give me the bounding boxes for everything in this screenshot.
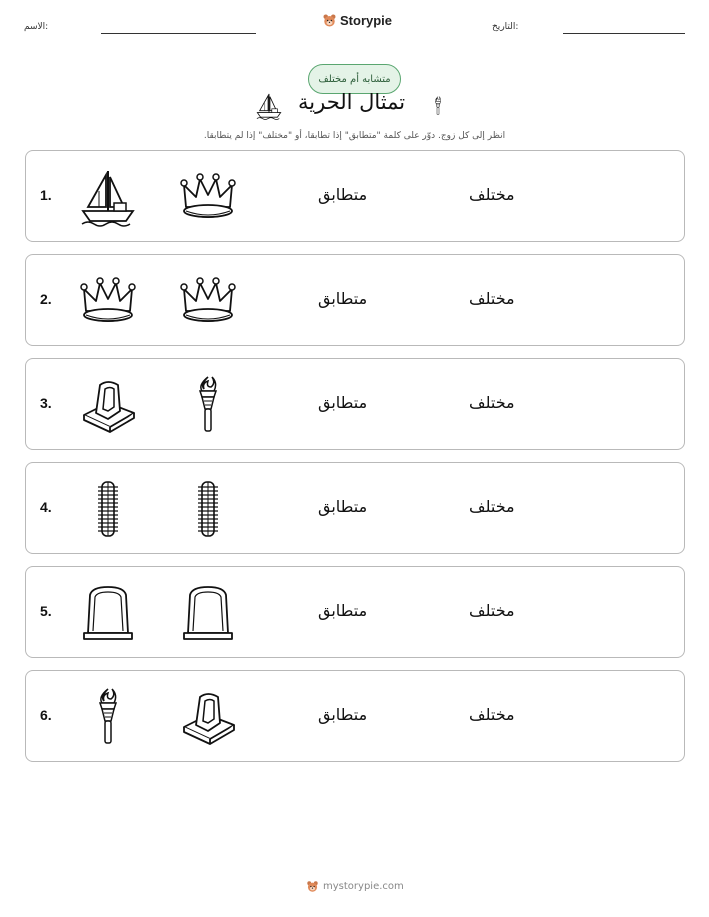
sailboat-icon [78,167,138,227]
footer [306,880,404,893]
crown-icon [78,271,138,331]
spiral-staircase-icon [178,479,238,539]
bear-logo-icon [306,880,319,893]
date-line [563,33,685,34]
stone-tablet-icon [178,583,238,643]
torch-icon [428,90,448,122]
option-different[interactable]: مختلف [469,185,515,204]
question-card-2 [25,254,685,346]
title-row [0,90,709,122]
instructions: انظر إلى كل زوج. دوّر على كلمة "متطابق" إذا تطابقا، أو "مختلف" إذا لم يتطابقا. [203,131,506,141]
footer-url[interactable]: mystorypie.com [323,881,404,892]
date-label: التاريخ: [492,22,519,32]
question-number: 6. [40,707,52,723]
question-number: 3. [40,395,52,411]
question-card-4 [25,462,685,554]
crown-icon [178,271,238,331]
question-card-1 [25,150,685,242]
torch-icon [178,375,238,435]
option-same[interactable]: متطابق [318,393,368,412]
question-number: 5. [40,603,52,619]
question-card-6 [25,670,685,762]
option-same[interactable]: متطابق [318,185,368,204]
question-number: 2. [40,291,52,307]
bear-logo-icon [322,13,337,28]
brand-logo [322,13,392,28]
option-different[interactable]: مختلف [469,601,515,620]
question-card-3 [25,358,685,450]
option-same[interactable]: متطابق [318,705,368,724]
option-different[interactable]: مختلف [469,393,515,412]
page-title: تمثال الحرية [298,90,406,114]
spiral-staircase-icon [78,479,138,539]
tablet-pedestal-icon [178,687,238,747]
option-same[interactable]: متطابق [318,601,368,620]
name-label: الاسم: [24,22,49,32]
option-same[interactable]: متطابق [318,289,368,308]
option-different[interactable]: مختلف [469,289,515,308]
question-number: 4. [40,499,52,515]
worksheet-type-badge: متشابه أم مختلف [308,64,401,94]
stone-tablet-icon [78,583,138,643]
option-same[interactable]: متطابق [318,497,368,516]
question-number: 1. [40,187,52,203]
torch-icon [78,687,138,747]
question-card-5 [25,566,685,658]
tablet-pedestal-icon [78,375,138,435]
brand-name: Storypie [340,13,393,28]
option-different[interactable]: مختلف [469,705,515,724]
option-different[interactable]: مختلف [469,497,515,516]
sailboat-icon [255,92,283,120]
name-line [101,33,256,34]
crown-icon [178,167,238,227]
